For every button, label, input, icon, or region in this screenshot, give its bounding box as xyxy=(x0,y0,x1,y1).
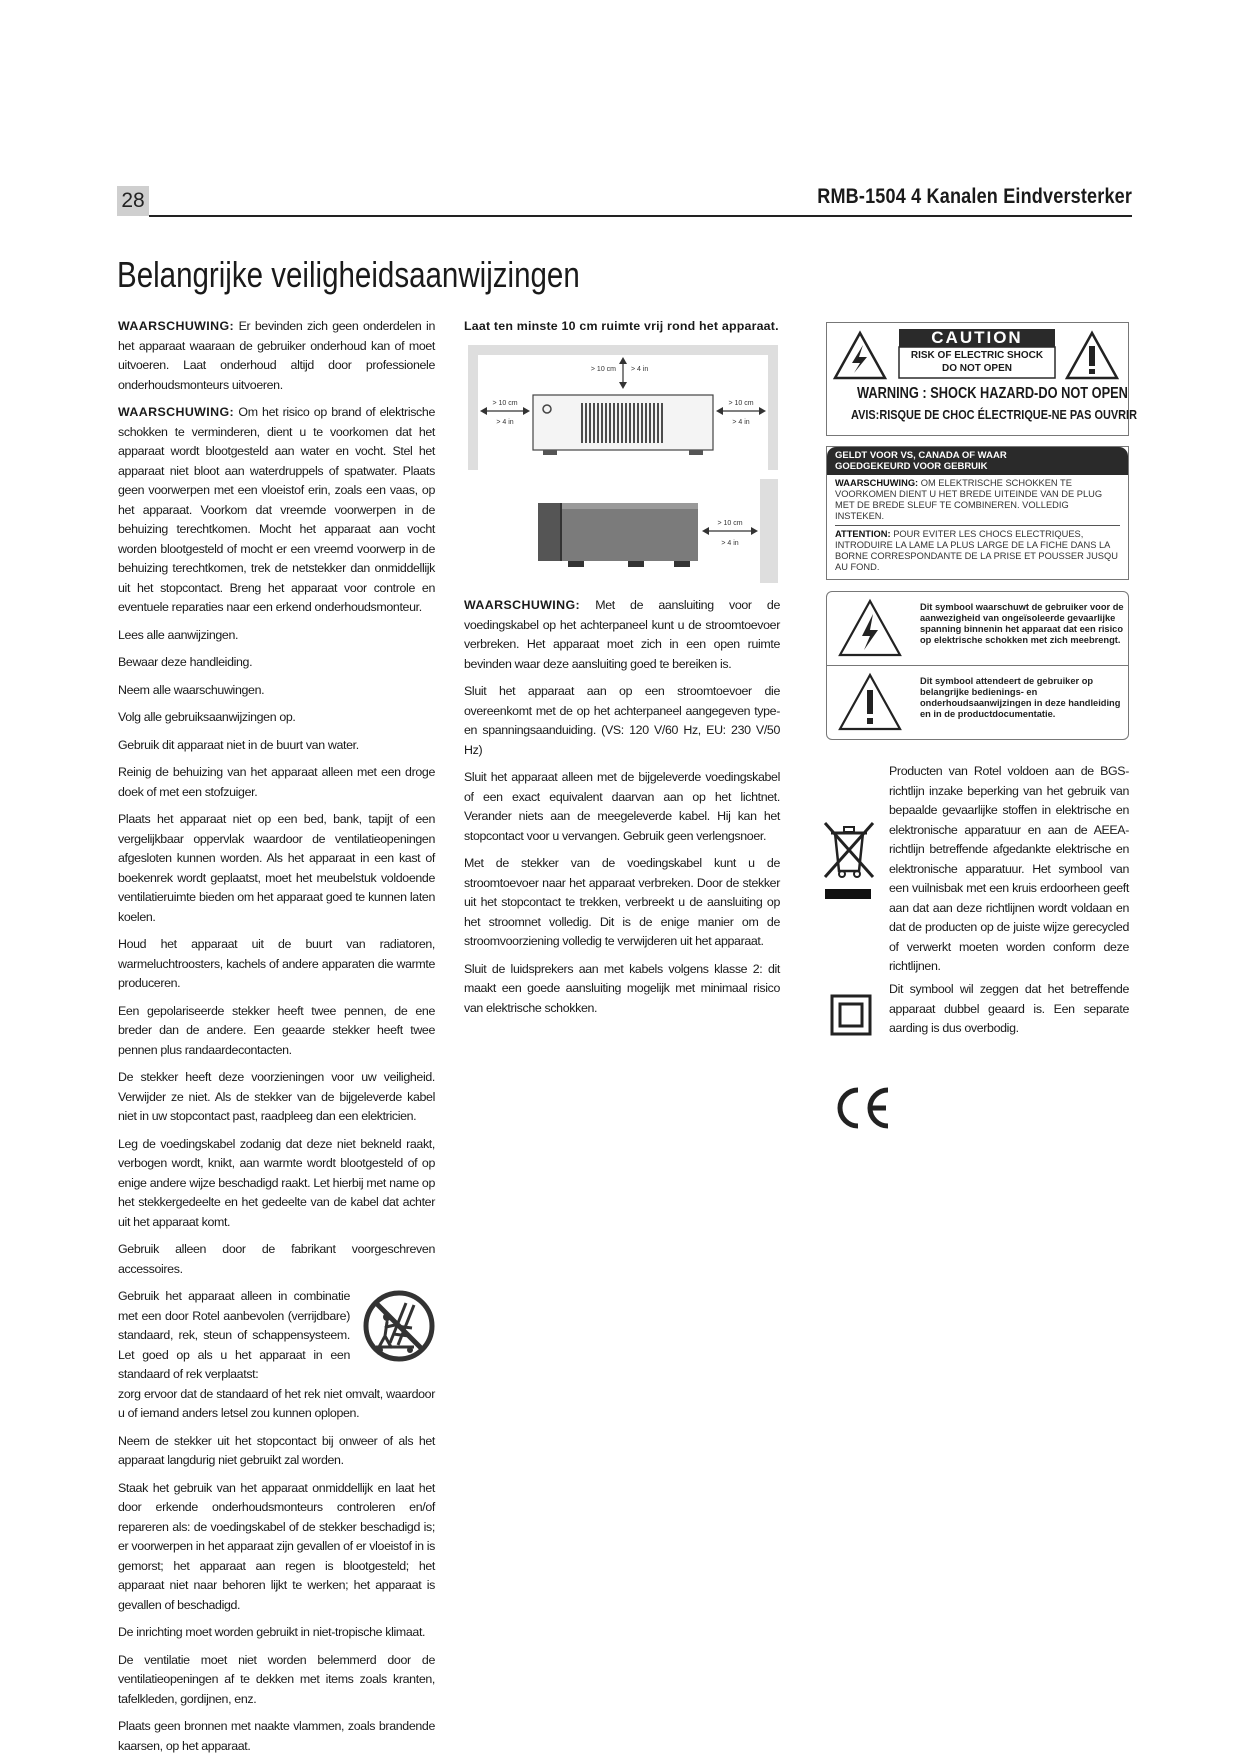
instruction-paragraph: Volg alle gebruiksaanwijzingen op. xyxy=(118,710,296,724)
plug-warning-dutch-lead: WAARSCHUWING: xyxy=(835,478,919,488)
cart-tip-over-icon xyxy=(362,1289,436,1363)
instruction-paragraph: Neem alle waarschuwingen. xyxy=(118,682,265,697)
caution-label xyxy=(826,322,1137,436)
exclamation-symbol-text: Dit symbool attendeert de gebruiker op belangrijke bedienings- en onderhoudsaanwijzingen in deze handleiding en in de productdocumentatie. xyxy=(920,676,1121,719)
weee-paragraph: Producten van Rotel voldoen aan de BGS-richtlijn inzake beperking van het gebruik van bepaalde gevaarlijke stoffen in elektrische en elektronische apparatuur en aan de AEEA-richtlijn betreffende afgedankte elektrische en elektronische apparatuur. Het symbool van een vuilnisbak met een kruis erdoorheen geeft aan dat aan deze richtlijnen wordt voldaan en dat de producten op de juiste wijze gerecycled of verwerkt moeten worden conform deze richtlijnen. xyxy=(889,764,1129,973)
instruction-paragraph: Staak het gebruik van het apparaat onmiddellijk en laat het door erkende onderhoudsmonteurs controleren en/of repareren als: de voedingskabel of de stekker beschadigd is; er voorwerpen in het apparaat zijn gevallen of er vloeistof in is gemorst; het apparaat aan regen is blootgesteld; het apparaat niet naar behoren lijkt te werken; het apparaat is gevallen of beschadigd. xyxy=(118,1480,435,1612)
instruction-paragraph: De inrichting moet worden gebruikt in niet-tropische klimaat. xyxy=(118,1625,426,1639)
plug-warning-header-line-2: GOEDGEKEURD VOOR GEBRUIK xyxy=(835,461,988,472)
instruction-paragraph: zorg ervoor dat de standaard of het rek niet omvalt, waardoor u of iemand anders letsel zou kunnen oplopen. xyxy=(118,1386,435,1420)
ventilation-front-diagram xyxy=(468,345,778,470)
instruction-paragraph: Sluit de luidsprekers aan met kabels volgens klasse 2: dit maakt een goede aansluiting mogelijk met minimaal risico van elektrische schokken. xyxy=(464,961,780,1015)
warning-lead: WAARSCHUWING: xyxy=(118,405,235,419)
lightning-symbol-text: Dit symbool waarschuwt de gebruiker voor de aanwezigheid van ongeïsoleerde gevaarlijke spanning binnenin het apparaat dat een risico op elektrische schokken met zich meebrengt. xyxy=(920,602,1124,645)
plug-warning-dutch xyxy=(827,475,1128,525)
column-left xyxy=(118,317,435,1754)
header-rule xyxy=(149,215,1132,217)
double-insulation-block xyxy=(889,980,1129,1047)
instruction-paragraph: Reinig de behuizing van het apparaat alleen met een droge doek of met een stofzuiger. xyxy=(118,765,435,799)
warning-text: Met de aansluiting voor de voedingskabel op het achterpaneel kunt u de stroomtoevoer verbreken. Het apparaat moet zich in een open ruimte bevinden waar deze aansluiting goed te bereiken is. xyxy=(464,598,780,671)
exclamation-symbol-row xyxy=(827,666,1128,740)
right-clearance-in: > 4 in xyxy=(732,419,750,426)
double-insulation-paragraph: Dit symbool wil zeggen dat het betreffende apparaat dubbel geaard is. Een separate aarding is dus overbodig. xyxy=(889,982,1129,1035)
ce-mark-icon xyxy=(830,1084,894,1132)
left-clearance-in: > 4 in xyxy=(496,419,514,426)
caution-avis-line: AVIS:RISQUE DE CHOC ÉLECTRIQUE-NE PAS OUVRIR xyxy=(851,407,1137,422)
instruction-paragraph: Plaats geen bronnen met naakte vlammen, zoals brandende kaarsen, op het apparaat. xyxy=(118,1719,435,1753)
warning-text: Er bevinden zich geen onderdelen in het apparaat waaraan de gebruiker onderhoud kan of moet uitvoeren. Laat onderhoud altijd door professionele onderhoudsmonteurs uitvoeren. xyxy=(118,319,435,392)
top-clearance-cm: > 10 cm xyxy=(590,366,616,373)
caution-risk-line-1: RISK OF ELECTRIC SHOCK xyxy=(910,350,1044,361)
right-clearance-cm: > 10 cm xyxy=(728,400,754,407)
warning-text: Om het risico op brand of elektrische schokken te verminderen, dient u te voorkomen dat het apparaat wordt blootgesteld aan water en vocht. Stel het apparaat niet bloot aan waterdruppels of spatwater. Plaats geen voorwerpen met een vloeistof erin, zoals een vaas, op het apparaat. Voorkom dat vreemde voorwerpen in de behuizing terechtkomen. Mocht het apparaat aan vocht worden blootgesteld of mocht er een vreemd voorwerp in de behuizing terechtkomen, trek de netstekker dan onmiddellijk uit het stopcontact. Breng het apparaat voor controle en eventuele reparaties naar een erkend onderhoudsmonteur. xyxy=(118,405,435,614)
instruction-paragraph: Neem de stekker uit het stopcontact bij onweer of als het apparaat langdurig niet gebruikt zal worden. xyxy=(118,1433,435,1467)
double-insulation-icon xyxy=(830,994,872,1036)
plug-warning-dutch-text: OM ELEKTRISCHE SCHOKKEN TE VOORKOMEN DIENT U HET BREDE UITEINDE VAN DE PLUG MET DE BREDE SLEUF TE COMBINEREN. VOLLEDIG INSTEKEN. xyxy=(835,478,1103,521)
instruction-paragraph: Lees alle aanwijzingen. xyxy=(118,627,239,642)
caution-title: CAUTION xyxy=(931,328,1023,347)
lightning-symbol-row xyxy=(827,592,1128,666)
instruction-paragraph: Gebruik alleen door de fabrikant voorgeschreven accessoires. xyxy=(118,1242,435,1276)
plug-warning-french xyxy=(827,526,1128,576)
rear-clearance-cm: > 10 cm xyxy=(717,520,743,527)
left-clearance-cm: > 10 cm xyxy=(492,400,518,407)
plug-warning-french-lead: ATTENTION: xyxy=(835,529,891,539)
warning-paragraph-1 xyxy=(118,317,435,395)
weee-black-bar xyxy=(825,889,871,899)
column-right-text xyxy=(889,762,1129,985)
instruction-paragraph: Plaats het apparaat niet op een bed, bank, tapijt of een vergelijkbaar oppervlak waardoor de ventilatieopeningen afgesloten kunnen worden. Als het apparaat in een kast of boekenrek wordt geplaatst, moet het meubelstuk voldoende ventilatieruimte bieden om het apparaat goed te kunnen laten koelen. xyxy=(118,812,435,924)
plug-warning-header-line-1: GELDT VOOR VS, CANADA OF WAAR xyxy=(835,450,1007,461)
instruction-paragraph: Houd het apparaat uit de buurt van radiatoren, warmeluchtroosters, kachels of andere apparaten die warmte produceren. xyxy=(118,937,435,990)
caution-warning-line: WARNING : SHOCK HAZARD-DO NOT OPEN xyxy=(857,385,1128,402)
plug-warning-header xyxy=(827,447,1128,475)
instruction-paragraph: Gebruik dit apparaat niet in de buurt van water. xyxy=(118,737,359,752)
page-title: Belangrijke veiligheidsaanwijzingen xyxy=(117,254,580,295)
ventilation-heading: Laat ten minste 10 cm ruimte vrij rond het apparaat. xyxy=(464,319,779,333)
column-middle xyxy=(464,317,780,345)
warning-lead: WAARSCHUWING: xyxy=(464,598,581,612)
exclamation-triangle-icon xyxy=(837,672,903,732)
instruction-paragraph: De stekker heeft deze voorzieningen voor uw veiligheid. Verwijder ze niet. Als de stekker van de bijgeleverde kabel niet in uw stopcontact past, raadpleeg dan een elektricien. xyxy=(118,1070,435,1123)
page-number: 28 xyxy=(117,186,149,216)
plug-warning-french-text: POUR EVITER LES CHOCS ELECTRIQUES, INTRODUIRE LA LAME LA PLUS LARGE DE LA FICHE DANS LA BORNE CORRESPONDANTE DE LA PRISE ET POUSSER JUSQU AU FOND. xyxy=(835,529,1118,572)
header-title: RMB-1504 4 Kanalen Eindversterker xyxy=(817,185,1132,208)
instruction-paragraph: Sluit het apparaat alleen met de bijgeleverde voedingskabel of een exact equivalent daarvan aan op het lichtnet. Verander niets aan de meegeleverde kabel. Hij kan het stopcontact voor u vervangen. Gebruik geen verlengsnoer. xyxy=(464,770,780,843)
instruction-paragraph: Gebruik het apparaat alleen in combinatie met een door Rotel aanbevolen (verrijdbare) standaard, rek, steun of schappensysteem. Let goed op als u het apparaat in een standaard of rek verplaatst: xyxy=(118,1289,350,1381)
column-middle-text xyxy=(464,596,780,1026)
caution-risk-line-2: DO NOT OPEN xyxy=(941,363,1012,374)
rear-clearance-in: > 4 in xyxy=(721,540,739,547)
instruction-paragraph: Sluit het apparaat aan op een stroomtoevoer die overeenkomt met de op het achterpaneel aangegeven type- en spanningsaanduiding. (VS: 120 V/60 Hz, EU: 230 V/50 Hz) xyxy=(464,684,780,757)
instruction-paragraph: Leg de voedingskabel zodanig dat deze niet bekneld raakt, verbogen wordt, knikt, aan warmte wordt blootgesteld of op enige andere wijze beschadigd raakt. Let hierbij met name op het stekkergedeelte en het gedeelte van de kabel dat achter uit het apparaat komt. xyxy=(118,1136,435,1229)
instruction-paragraph: Met de stekker van de voedingskabel kunt u de stroomtoevoer naar het apparaat verbreken. Door de stekker uit het stopcontact te trekken, verbreekt u de aansluiting op het stroomnet volledig. Dit is de enige manier om de stroomvoorziening volledig te verwijderen uit het apparaat. xyxy=(464,856,780,948)
top-clearance-in: > 4 in xyxy=(631,366,649,373)
warning-paragraph xyxy=(464,596,780,674)
ventilation-side-diagram xyxy=(468,479,778,583)
instruction-paragraph: De ventilatie moet niet worden belemmerd door de ventilatieopeningen af te dekken met items zoals kranten, tafelkleden, gordijnen, enz. xyxy=(118,1652,435,1706)
warning-paragraph-2 xyxy=(118,403,435,618)
crossed-bin-icon xyxy=(821,819,877,881)
cart-warning-block xyxy=(118,1287,435,1385)
symbol-explanation-box xyxy=(826,591,1129,740)
plug-warning-label xyxy=(826,446,1129,580)
instruction-paragraph: Een gepolariseerde stekker heeft twee pennen, de ene breder dan de andere. Een geaarde stekker heeft twee pennen plus randaardecontacten. xyxy=(118,1003,435,1057)
warning-lead: WAARSCHUWING: xyxy=(118,319,235,333)
instruction-paragraph: Bewaar deze handleiding. xyxy=(118,655,253,669)
lightning-triangle-icon xyxy=(837,598,903,658)
